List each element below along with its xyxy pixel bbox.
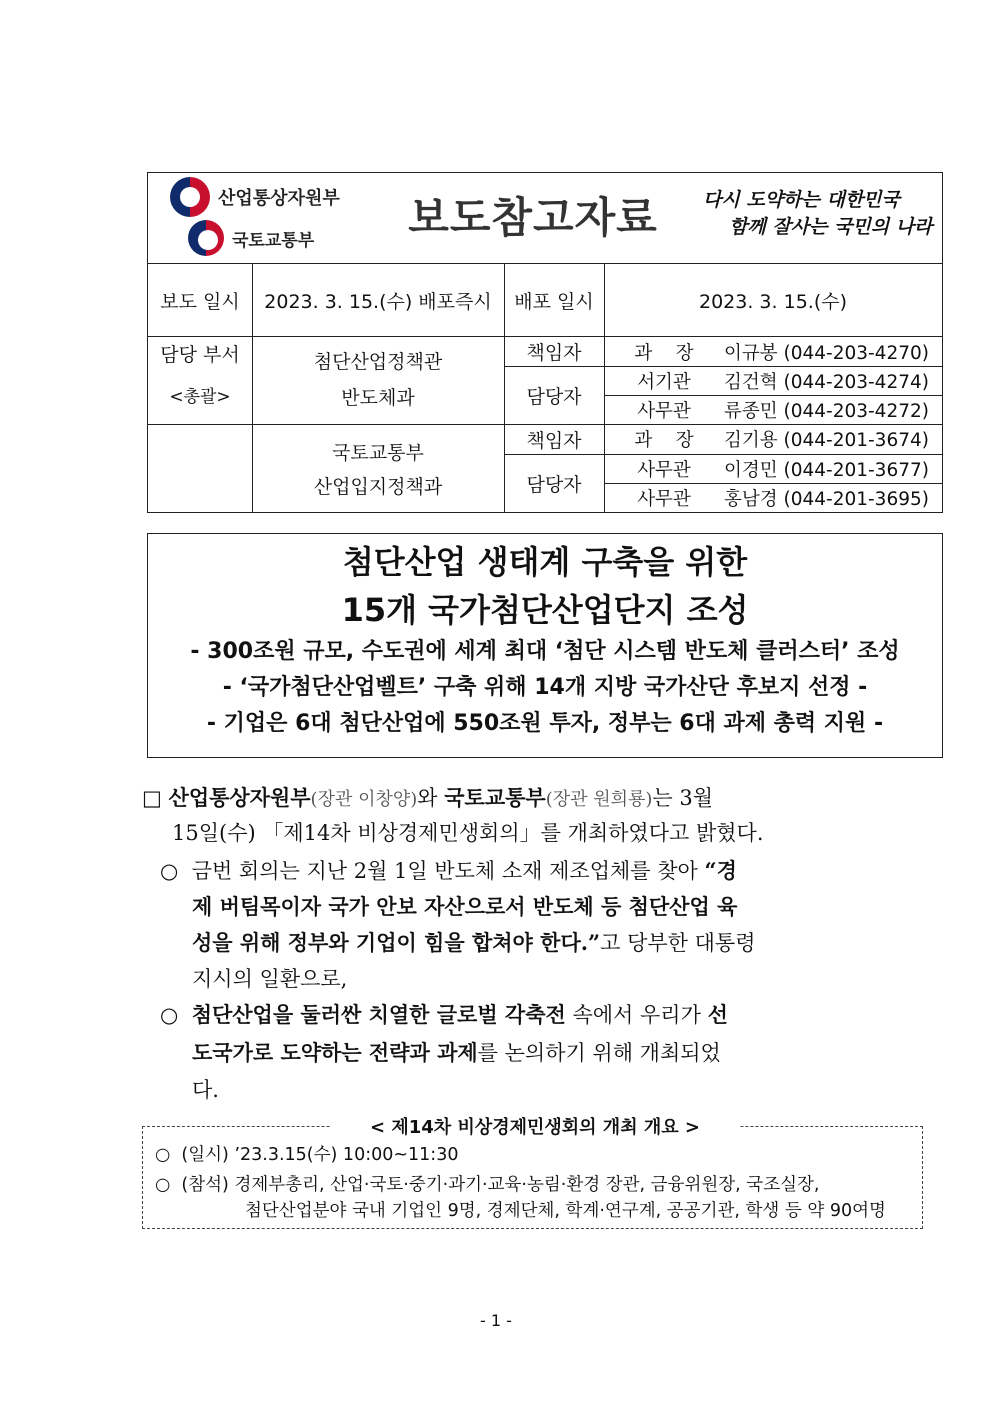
contact-row [604, 366, 942, 395]
motie-logo [170, 177, 340, 217]
circle-bullet-icon: ○ [155, 1175, 171, 1195]
circle-bullet-icon: ○ [155, 1145, 171, 1165]
slogan-line-1: 다시 도약하는 대한민국 [703, 189, 900, 211]
emphasis-fragment: 첨단산업을 둘러싼 치열한 글로벌 각축전 [191, 1002, 566, 1027]
ministry-name-1: 산업통상자원부 [218, 188, 340, 209]
role-lead-1: 책임자 [526, 342, 582, 364]
taegeuk-icon [188, 220, 224, 256]
overview-item-text: (참석) 경제부총리, 산업·국토·중기·과기·교육·농림·환경 장관, 금융위원장, 국조실장, [181, 1175, 820, 1195]
quote-fragment: “경 [704, 858, 737, 883]
taegeuk-icon [170, 177, 210, 217]
circle-bullet-icon: ○ [160, 859, 179, 883]
contact-title: 과 장 [634, 430, 694, 451]
government-slogan [703, 187, 933, 241]
contact-row [604, 483, 942, 512]
contact-title: 서기관 [637, 371, 691, 393]
headline-subtitle-2: - ‘국가첨단산업벨트’ 구축 위해 14개 지방 국가산단 후보지 선정 - [222, 675, 868, 700]
paragraph-1-line-2: 15일(수) 「제14차 비상경제민생회의」를 개최하였다고 밝혔다. [172, 821, 764, 845]
headline-title-2: 15개 국가첨단산업단지 조성 [341, 591, 749, 629]
slogan-line-2: 함께 잘사는 국민의 나라 [729, 216, 933, 238]
contact-title: 사무관 [637, 488, 691, 510]
distribution-value: 2023. 3. 15.(수) [699, 290, 847, 313]
paragraph-1 [142, 780, 862, 818]
press-header-table [147, 172, 943, 513]
overview-item-text: (일시) ’23.3.15(수) 10:00~11:30 [181, 1145, 459, 1165]
molit-logo [188, 220, 314, 256]
headline-subtitle-3: - 기업은 6대 첨단산업에 550조원 투자, 정부는 6대 과제 총력 지원 - [206, 711, 884, 736]
contact-name: 홍남경 (044-201-3695) [724, 488, 929, 510]
document-type-title: 보도참고자료 [408, 193, 658, 242]
contact-row [604, 395, 942, 424]
bullet-1 [160, 853, 860, 997]
overview-item-1 [155, 1141, 458, 1169]
quote-fragment: 성을 위해 정부와 기업이 힘을 합쳐야 한다.” [192, 930, 601, 955]
release-label: 보도 일시 [160, 290, 240, 313]
contact-name: 김기용 (044-201-3674) [724, 430, 929, 451]
dept2-ministry: 국토교통부 [332, 441, 424, 464]
emphasis-fragment: 도국가로 도약하는 전략과 과제 [192, 1040, 478, 1065]
text-fragment: 다. [192, 1078, 219, 1102]
quote-fragment: 제 버팀목이자 국가 안보 자산으로서 반도체 등 첨단산업 육 [192, 894, 738, 919]
text-fragment: 는 3월 [652, 786, 714, 810]
contact-row [604, 454, 942, 483]
role-staff-1: 담당자 [526, 385, 582, 408]
contact-row [604, 424, 942, 454]
text-fragment: 고 당부한 대통령 [600, 931, 756, 955]
text-fragment: 를 논의하기 위해 개최되었 [477, 1041, 721, 1065]
minister-note: (장관 원희룡) [545, 789, 653, 810]
text-fragment: 금번 회의는 지난 2월 1일 반도체 소재 제조업체를 찾아 [191, 859, 698, 883]
dept-label: 담당 부서 [160, 343, 240, 366]
square-bullet-icon: □ [142, 786, 162, 810]
text-fragment: 속에서 우리가 [572, 1003, 701, 1027]
contact-name: 류종민 (044-203-4272) [724, 400, 929, 422]
contact-title: 사무관 [637, 459, 691, 481]
minister-note: (장관 이창양) [310, 789, 418, 810]
dept1-name: 첨단산업정책관 [313, 350, 443, 373]
contact-title: 과 장 [634, 342, 694, 364]
overview-item-2 [155, 1171, 819, 1199]
org-name: 국토교통부 [444, 785, 546, 810]
dept1-division: 반도체과 [341, 386, 415, 409]
bullet-2 [160, 996, 860, 1109]
circle-bullet-icon: ○ [160, 1003, 179, 1027]
page-number: - 1 - [480, 1311, 512, 1330]
headline-title-1: 첨단산업 생태계 구축을 위한 [342, 543, 748, 581]
role-staff-2: 담당자 [526, 473, 582, 496]
role-lead-2: 책임자 [526, 429, 582, 452]
dept-note: <총괄> [169, 386, 231, 407]
release-date-row [148, 264, 942, 337]
overview-item-text-cont: 첨단산업분야 국내 기업인 9명, 경제단체, 학계·연구계, 공공기관, 학생 등 약 90여명 [245, 1201, 886, 1221]
header-banner [148, 173, 942, 264]
contact-name: 이경민 (044-201-3677) [724, 459, 929, 481]
org-name: 산업통상자원부 [168, 785, 311, 810]
emphasis-fragment: 선 [707, 1002, 728, 1027]
contact-name: 김건혁 (044-203-4274) [724, 371, 929, 393]
overview-title: < 제14차 비상경제민생회의 개최 개요 > [330, 1113, 740, 1139]
contact-row [604, 337, 942, 366]
text-fragment: 와 [417, 786, 438, 810]
release-value: 2023. 3. 15.(수) 배포즉시 [264, 290, 492, 313]
headline-box [147, 533, 943, 758]
distribution-label: 배포 일시 [514, 290, 594, 313]
ministry-name-2: 국토교통부 [232, 230, 315, 251]
headline-subtitle-1: - 300조원 규모, 수도권에 세계 최대 ‘첨단 시스템 반도체 클러스터’ 조성 [190, 639, 900, 664]
text-fragment: 지시의 일환으로, [192, 967, 348, 991]
contact-name: 이규봉 (044-203-4270) [724, 342, 929, 364]
dept2-division: 산업입지정책과 [313, 475, 443, 498]
contact-title: 사무관 [637, 400, 691, 422]
